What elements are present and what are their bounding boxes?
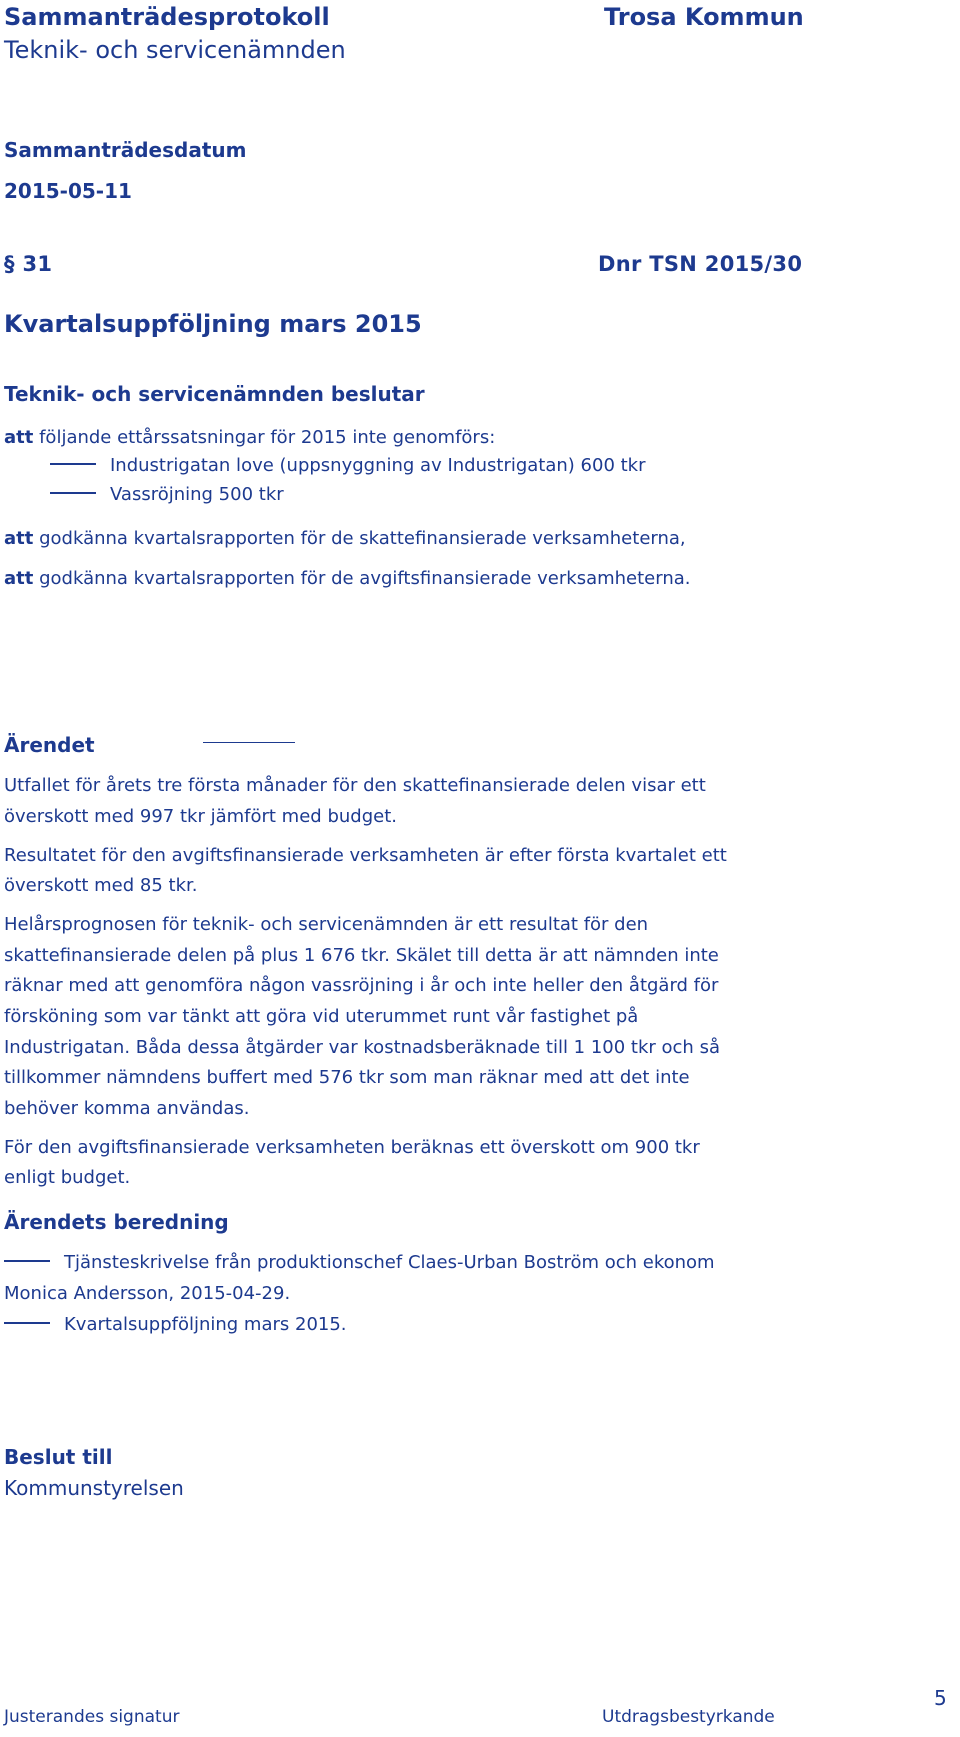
beredning-heading: Ärendets beredning (4, 1210, 229, 1234)
meeting-date-value: 2015-05-11 (4, 179, 132, 203)
body-text: behöver komma användas. (4, 1098, 250, 1119)
divider-line (203, 742, 295, 743)
dash-bullet-icon (50, 492, 96, 494)
body-text: Resultatet för den avgiftsfinansierade verksamheten är efter första kvartalet ett (4, 845, 727, 866)
dash-bullet-icon (50, 463, 96, 465)
paragraph-number-value: 31 (22, 252, 53, 276)
body-text: För den avgiftsfinansierade verksamheten beräknas ett överskott om 900 tkr (4, 1137, 700, 1158)
body-text: räknar med att genomföra någon vassröjning i år och inte heller den åtgärd för (4, 975, 719, 996)
beredning-item-text: Kvartalsuppföljning mars 2015. (64, 1314, 347, 1335)
decision-line-3 (4, 568, 691, 589)
diary-number: Dnr TSN 2015/30 (598, 252, 803, 276)
body-text: överskott med 85 tkr. (4, 875, 198, 896)
decision-bullet (50, 484, 284, 505)
dash-bullet-icon (4, 1260, 50, 1262)
decision-heading: Teknik- och servicenämnden beslutar (4, 382, 425, 406)
body-text: Utfallet för årets tre första månader för den skattefinansierade delen visar ett (4, 775, 706, 796)
decision-line-2 (4, 528, 686, 549)
bullet-text: Vassröjning 500 tkr (110, 484, 284, 505)
decision-line-1-text: följande ettårssatsningar för 2015 inte genomförs: (39, 427, 496, 448)
bullet-text: Industrigatan love (uppsnyggning av Industrigatan) 600 tkr (110, 455, 646, 476)
beslut-till-heading: Beslut till (4, 1445, 113, 1469)
committee-name: Teknik- och servicenämnden (4, 36, 346, 64)
excerpt-label: Utdragsbestyrkande (602, 1707, 775, 1727)
att-word: att (4, 528, 34, 549)
body-text: överskott med 997 tkr jämfört med budget. (4, 806, 397, 827)
paragraph-number (4, 252, 52, 276)
body-text: Helårsprognosen för teknik- och servicenämnden är ett resultat för den (4, 914, 649, 935)
signature-label: Justerandes signatur (4, 1707, 180, 1727)
decision-line-1 (4, 427, 495, 448)
arendet-heading: Ärendet (4, 733, 95, 757)
body-text: enligt budget. (4, 1167, 131, 1188)
decision-line-2-text: godkänna kvartalsrapporten för de skattefinansierade verksamheterna, (39, 528, 686, 549)
beslut-till-recipient: Kommunstyrelsen (4, 1476, 184, 1500)
beredning-item (4, 1314, 347, 1335)
paragraph-symbol: § (4, 252, 15, 276)
municipality-name: Trosa Kommun (604, 3, 804, 31)
document-type: Sammanträdesprotokoll (4, 3, 330, 31)
beredning-item (4, 1252, 715, 1273)
att-word: att (4, 568, 34, 589)
beredning-item-continued: Monica Andersson, 2015-04-29. (4, 1283, 291, 1304)
meeting-date-label: Sammanträdesdatum (4, 138, 247, 162)
beredning-item-text: Tjänsteskrivelse från produktionschef Claes-Urban Boström och ekonom (64, 1252, 715, 1273)
att-word: att (4, 427, 34, 448)
body-text: försköning som var tänkt att göra vid uterummet runt vår fastighet på (4, 1006, 639, 1027)
page-number: 5 (934, 1686, 947, 1710)
decision-line-3-text: godkänna kvartalsrapporten för de avgiftsfinansierade verksamheterna. (39, 568, 691, 589)
body-text: skattefinansierade delen på plus 1 676 tkr. Skälet till detta är att nämnden inte (4, 945, 719, 966)
dash-bullet-icon (4, 1322, 50, 1324)
body-text: Industrigatan. Båda dessa åtgärder var kostnadsberäknade till 1 100 tkr och så (4, 1037, 720, 1058)
decision-bullet (50, 455, 646, 476)
body-text: tillkommer nämndens buffert med 576 tkr som man räknar med att det inte (4, 1067, 690, 1088)
case-title: Kvartalsuppföljning mars 2015 (4, 310, 422, 338)
